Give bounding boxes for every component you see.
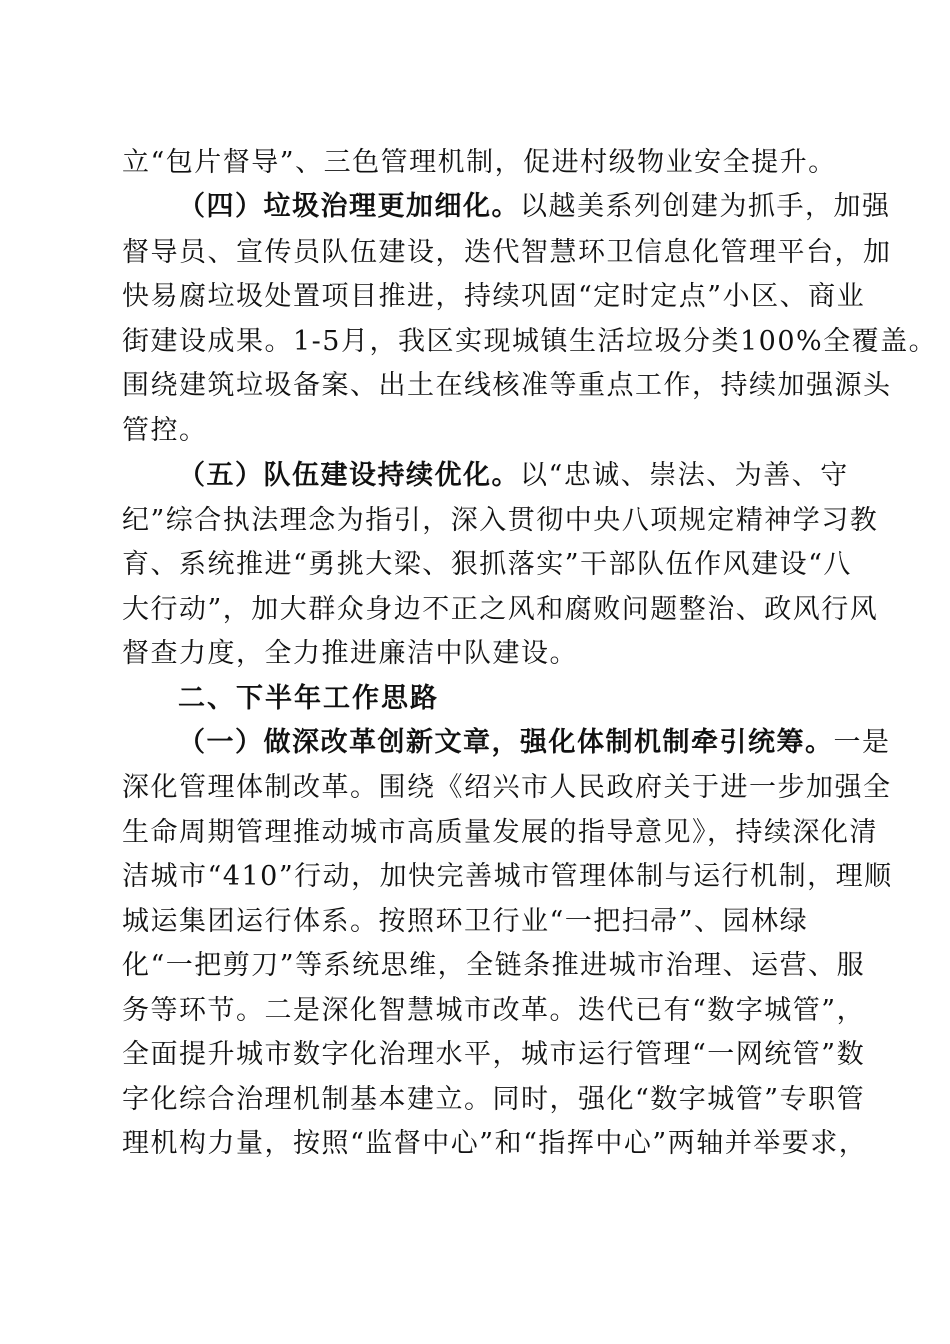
paragraph-4-first-line [178, 188, 891, 226]
paragraph-5-first-line [178, 457, 849, 495]
body-line: 全面提升城市数字化治理水平，城市运行管理“一网统管”数 [122, 1039, 866, 1070]
body-line: 督导员、宣传员队伍建设，迭代智慧环卫信息化管理平台，加 [122, 237, 892, 268]
body-line: 纪”综合执法理念为指引，深入贯彻中央八项规定精神学习教 [122, 505, 879, 536]
paragraph-4-text: 以越美系列创建为抓手，加强 [520, 191, 891, 222]
body-line: 街建设成果。1-5月，我区实现城镇生活垃圾分类100%全覆盖。 [122, 326, 938, 357]
body-line: 理机构力量，按照“监督中心”和“指挥中心”两轴并举要求， [122, 1128, 868, 1159]
body-line: 立“包片督导”、三色管理机制，促进村级物业安全提升。 [122, 147, 837, 178]
subsection-1-title: （一）做深改革创新文章，强化体制机制牵引统筹。 [178, 727, 834, 758]
subsection-1-text: 一是 [833, 727, 891, 758]
body-line: 管控。 [122, 415, 208, 446]
body-line: 城运集团运行体系。按照环卫行业“一把扫帚”、园林绿 [122, 906, 809, 937]
section-2-heading: 二、下半年工作思路 [178, 683, 439, 714]
body-line: 深化管理体制改革。围绕《绍兴市人民政府关于进一步加强全 [122, 772, 892, 803]
paragraph-5-text: 以“忠诚、崇法、为善、守 [520, 460, 849, 491]
body-line: 快易腐垃圾处置项目推进，持续巩固“定时定点”小区、商业 [122, 281, 866, 312]
body-line: 生命周期管理推动城市高质量发展的指导意见》，持续深化清 [122, 817, 878, 848]
body-line: 洁城市“410”行动，加快完善城市管理体制与运行机制，理顺 [122, 861, 893, 892]
body-line: 督查力度，全力推进廉洁中队建设。 [122, 638, 578, 669]
subsection-1-first-line [178, 724, 891, 762]
paragraph-5-title: （五）队伍建设持续优化。 [178, 460, 520, 491]
body-line: 化“一把剪刀”等系统思维，全链条推进城市治理、运营、服 [122, 950, 866, 981]
body-line: 大行动”，加大群众身边不正之风和腐败问题整治、政风行风 [122, 594, 879, 625]
body-line: 务等环节。二是深化智慧城市改革。迭代已有“数字城管”， [122, 995, 866, 1026]
body-line: 字化综合治理机制基本建立。同时，强化“数字城管”专职管 [122, 1084, 866, 1115]
body-line: 围绕建筑垃圾备案、出土在线核准等重点工作，持续加强源头 [122, 370, 892, 401]
body-line: 育、系统推进“勇挑大梁、狠抓落实”干部队伍作风建设“八 [122, 549, 852, 580]
paragraph-4-title: （四）垃圾治理更加细化。 [178, 191, 520, 222]
